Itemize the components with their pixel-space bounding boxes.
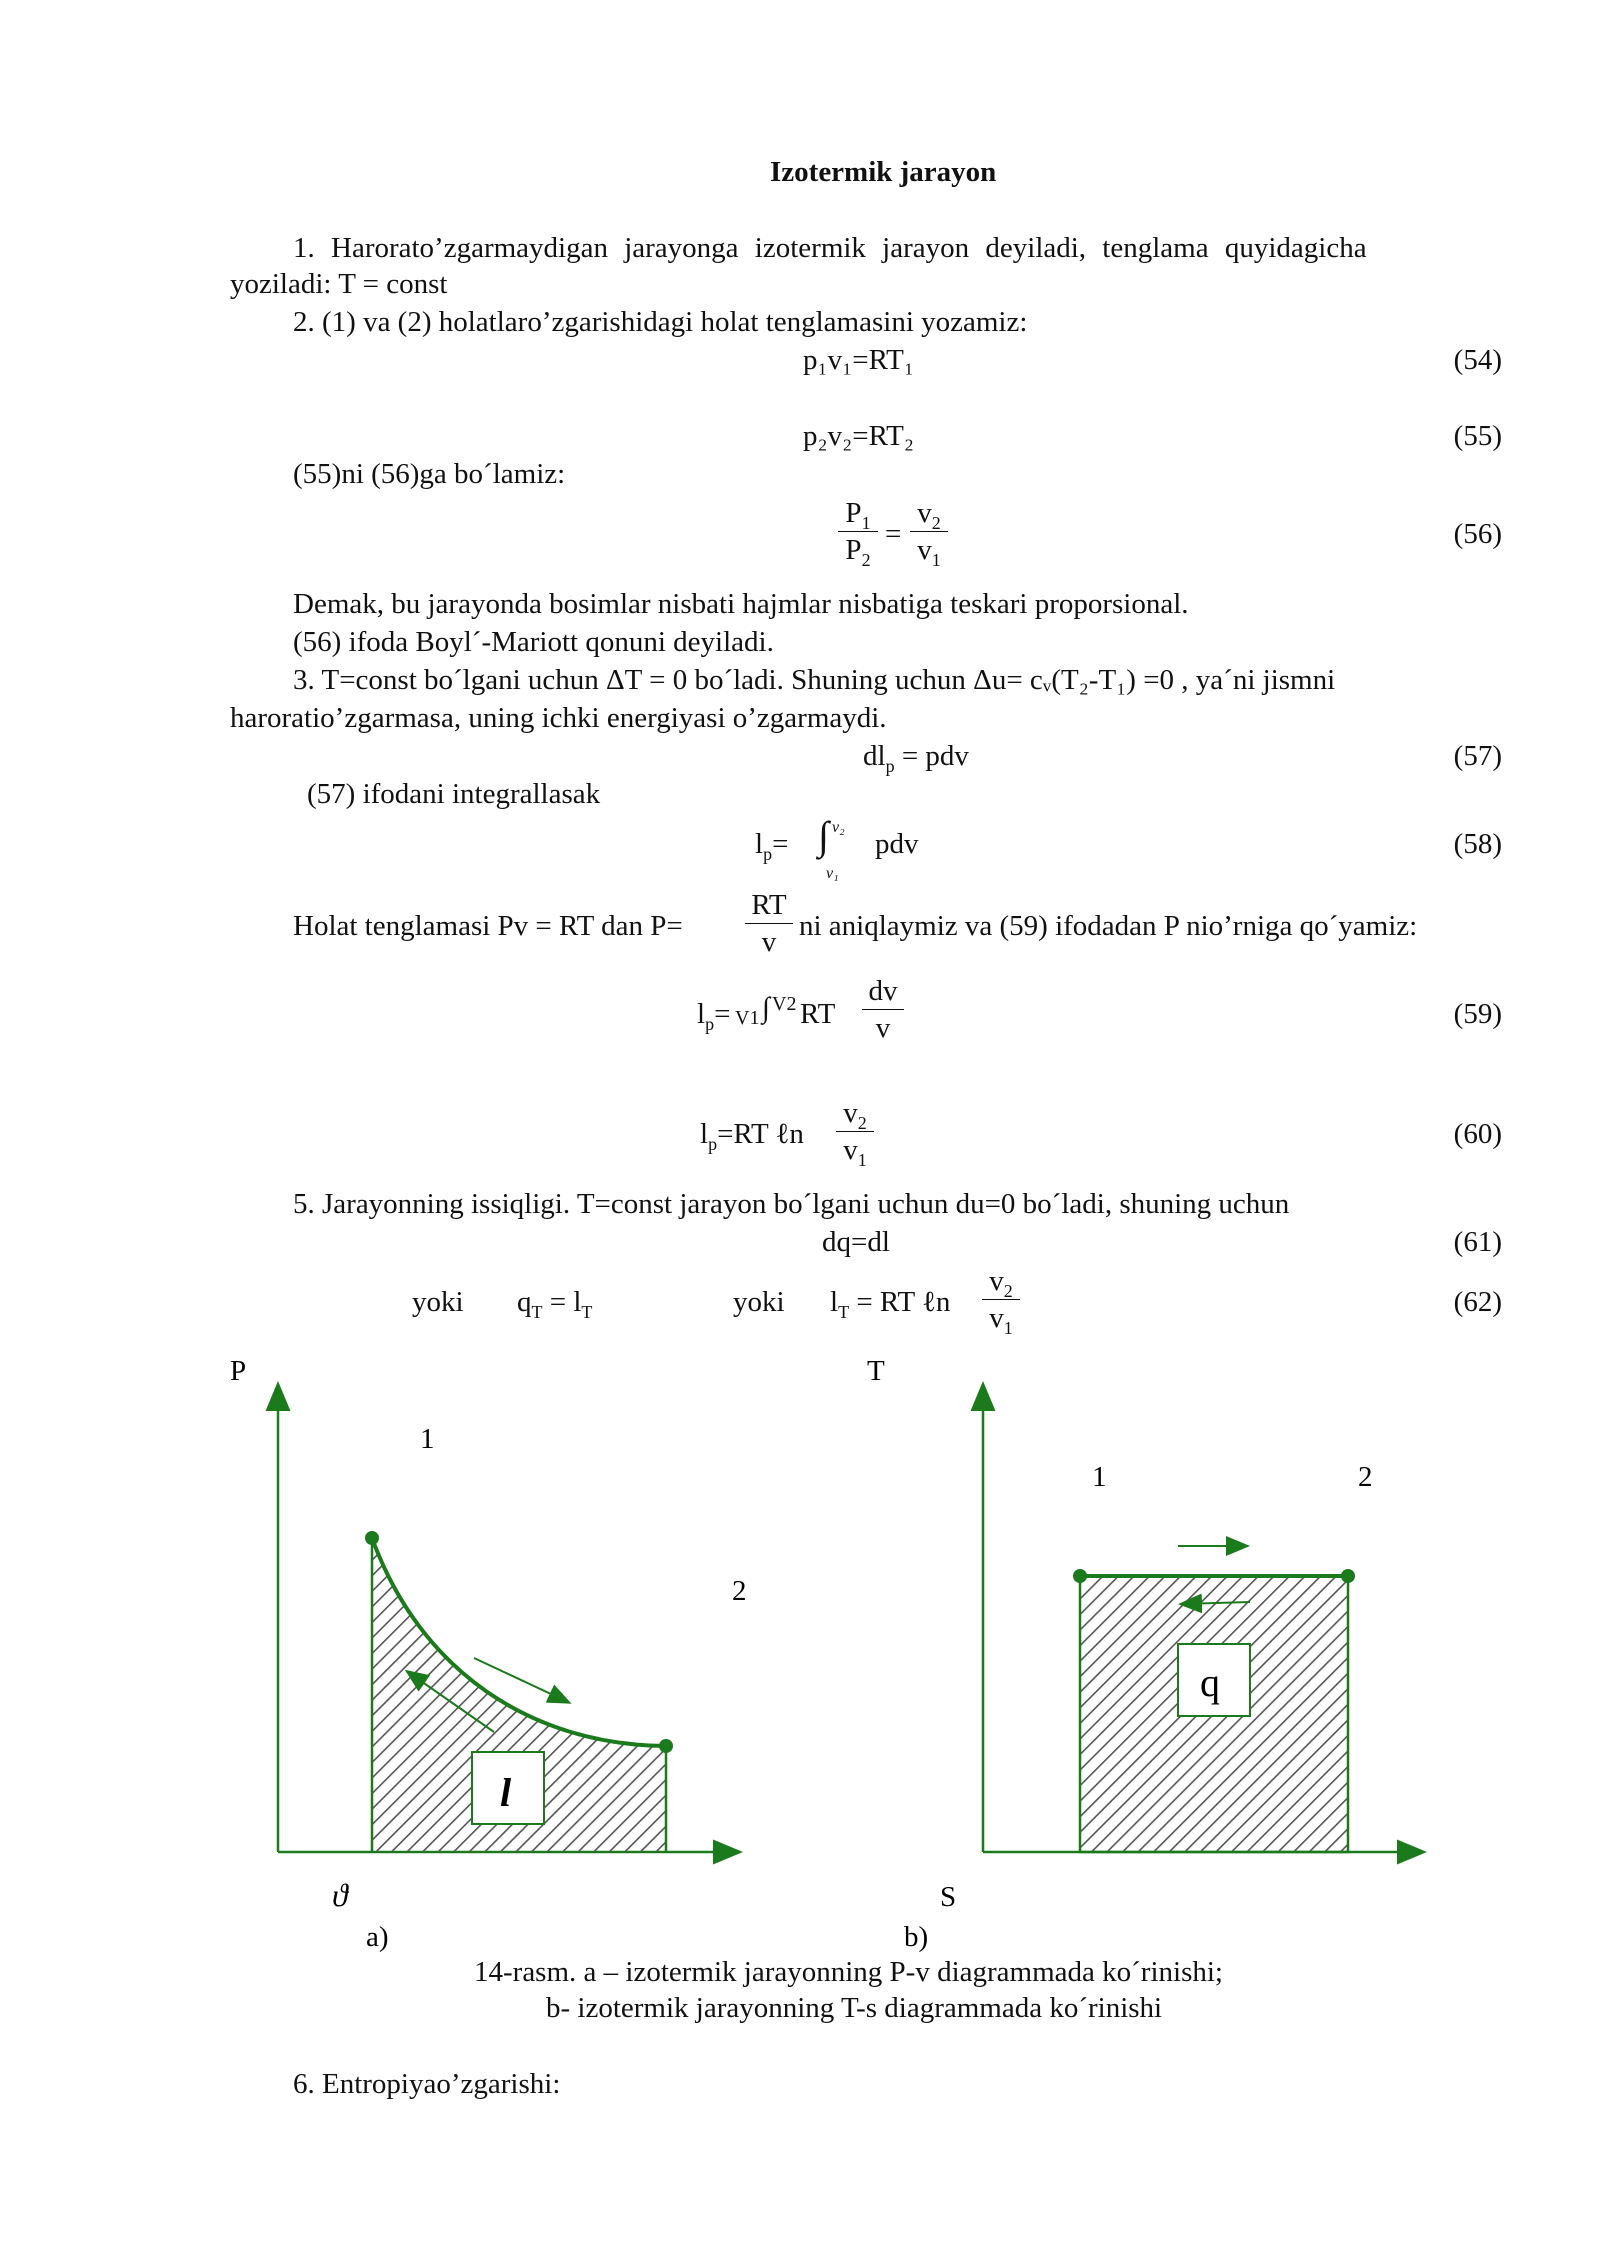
equation-54: p₁v₁=RT₁ — [803, 344, 915, 376]
demak-text: Demak, bu jarayonda bosimlar nisbati hajmlar nisbatiga teskari proporsional. — [293, 588, 1189, 620]
subfigure-label-b: b) — [904, 1921, 929, 1953]
axis-label-p: P — [230, 1355, 247, 1387]
paragraph-2: 2. (1) va (2) holatlaro’zgarishidagi holat tenglamasini yozamiz: — [293, 306, 1028, 338]
equals-sign: = — [885, 518, 902, 550]
equation-number-55: (55) — [1453, 420, 1502, 452]
area-label-l: l — [500, 1770, 512, 1815]
boyl-mariott-text: (56) ifoda Boyl´-Mariott qonuni deyiladi. — [293, 626, 774, 658]
paragraph-6: 6. Entropiyao’zgarishi: — [293, 2068, 561, 2100]
axis-label-v: ϑ — [332, 1877, 348, 1913]
fraction-dv-v: dv v — [862, 974, 904, 1045]
figures — [0, 1340, 1600, 1960]
diagram-p-v — [230, 1355, 747, 1953]
integral-upper-limit: v₂ — [832, 819, 845, 836]
page-title: Izotermik jarayon — [770, 156, 997, 188]
fraction-v2-v1-log: $v_2$ $v_1$ — [836, 1096, 874, 1167]
state-label-2-a: 2 — [732, 1575, 747, 1607]
axis-label-s: S — [940, 1881, 957, 1913]
equation-number-59: (59) — [1453, 998, 1502, 1030]
state-label-2-b: 2 — [1358, 1461, 1373, 1493]
equation-61: dq=dl — [822, 1226, 890, 1258]
paragraph-5: 5. Jarayonning issiqligi. T=const jarayon bo´lgani uchun du=0 bo´ladi, shuning uchun — [293, 1188, 1290, 1220]
divide-text: (55)ni (56)ga bo´lamiz: — [293, 458, 566, 490]
fraction-rt-v: RT v — [745, 888, 793, 959]
state-point-1-b — [1073, 1569, 1087, 1583]
paragraph-3-line-2: haroratio’zgarmasa, uning ichki energiyasi o’zgarmaydi. — [230, 702, 887, 734]
fraction-v2-v1-heat: $v_2$ $v_1$ — [982, 1264, 1020, 1335]
area-label-q: q — [1200, 1660, 1220, 1705]
state-point-2-b — [1341, 1569, 1355, 1583]
equation-number-56: (56) — [1453, 518, 1502, 550]
equation-number-62: (62) — [1453, 1286, 1502, 1318]
figure-caption-line-1: 14-rasm. a – izotermik jarayonning P-v diagrammada ko´rinishi; — [474, 1956, 1223, 1988]
figure-caption-line-2: b- izotermik jarayonning T-s diagrammada ko´rinishi — [546, 1992, 1163, 2024]
state-label-1-b: 1 — [1092, 1461, 1107, 1493]
equation-number-58: (58) — [1453, 828, 1502, 860]
integral-sign: ∫ — [818, 813, 829, 858]
equation-57: $dl_p$ = pdv — [863, 740, 969, 776]
equation-number-57: (57) — [1453, 740, 1502, 772]
fraction-p1-p2: $P_1$ $P_2$ — [838, 496, 878, 567]
diagram-t-s — [867, 1355, 1422, 1953]
state-point-1-a — [365, 1531, 379, 1545]
paragraph-1-line-1: 1. Harorato’zgarmaydigan jarayonga izotermik jarayon deyiladi, tenglama quyidagicha — [293, 232, 1367, 264]
integral-lower-limit: v₁ — [826, 865, 839, 882]
equation-55: p₂v₂=RT₂ — [803, 420, 915, 452]
state-label-1-a: 1 — [420, 1423, 435, 1455]
paragraph-3-line-1: 3. T=const bo´lgani uchun ΔT = 0 bo´ladi. Shuning uchun Δu= cᵥ(T₂-T₁) =0 , ya´ni jismni — [293, 664, 1336, 696]
state-point-2-a — [659, 1739, 673, 1753]
integrate-text: (57) ifodani integrallasak — [307, 778, 601, 810]
equation-number-54: (54) — [1453, 344, 1502, 376]
subfigure-label-a: a) — [366, 1921, 389, 1953]
axis-label-t: T — [867, 1355, 885, 1387]
fraction-v2-v1: $v_2$ $v_1$ — [910, 496, 948, 567]
equation-number-60: (60) — [1453, 1118, 1502, 1150]
paragraph-1-line-2: yoziladi: T = const — [230, 268, 448, 300]
equation-number-61: (61) — [1453, 1226, 1502, 1258]
